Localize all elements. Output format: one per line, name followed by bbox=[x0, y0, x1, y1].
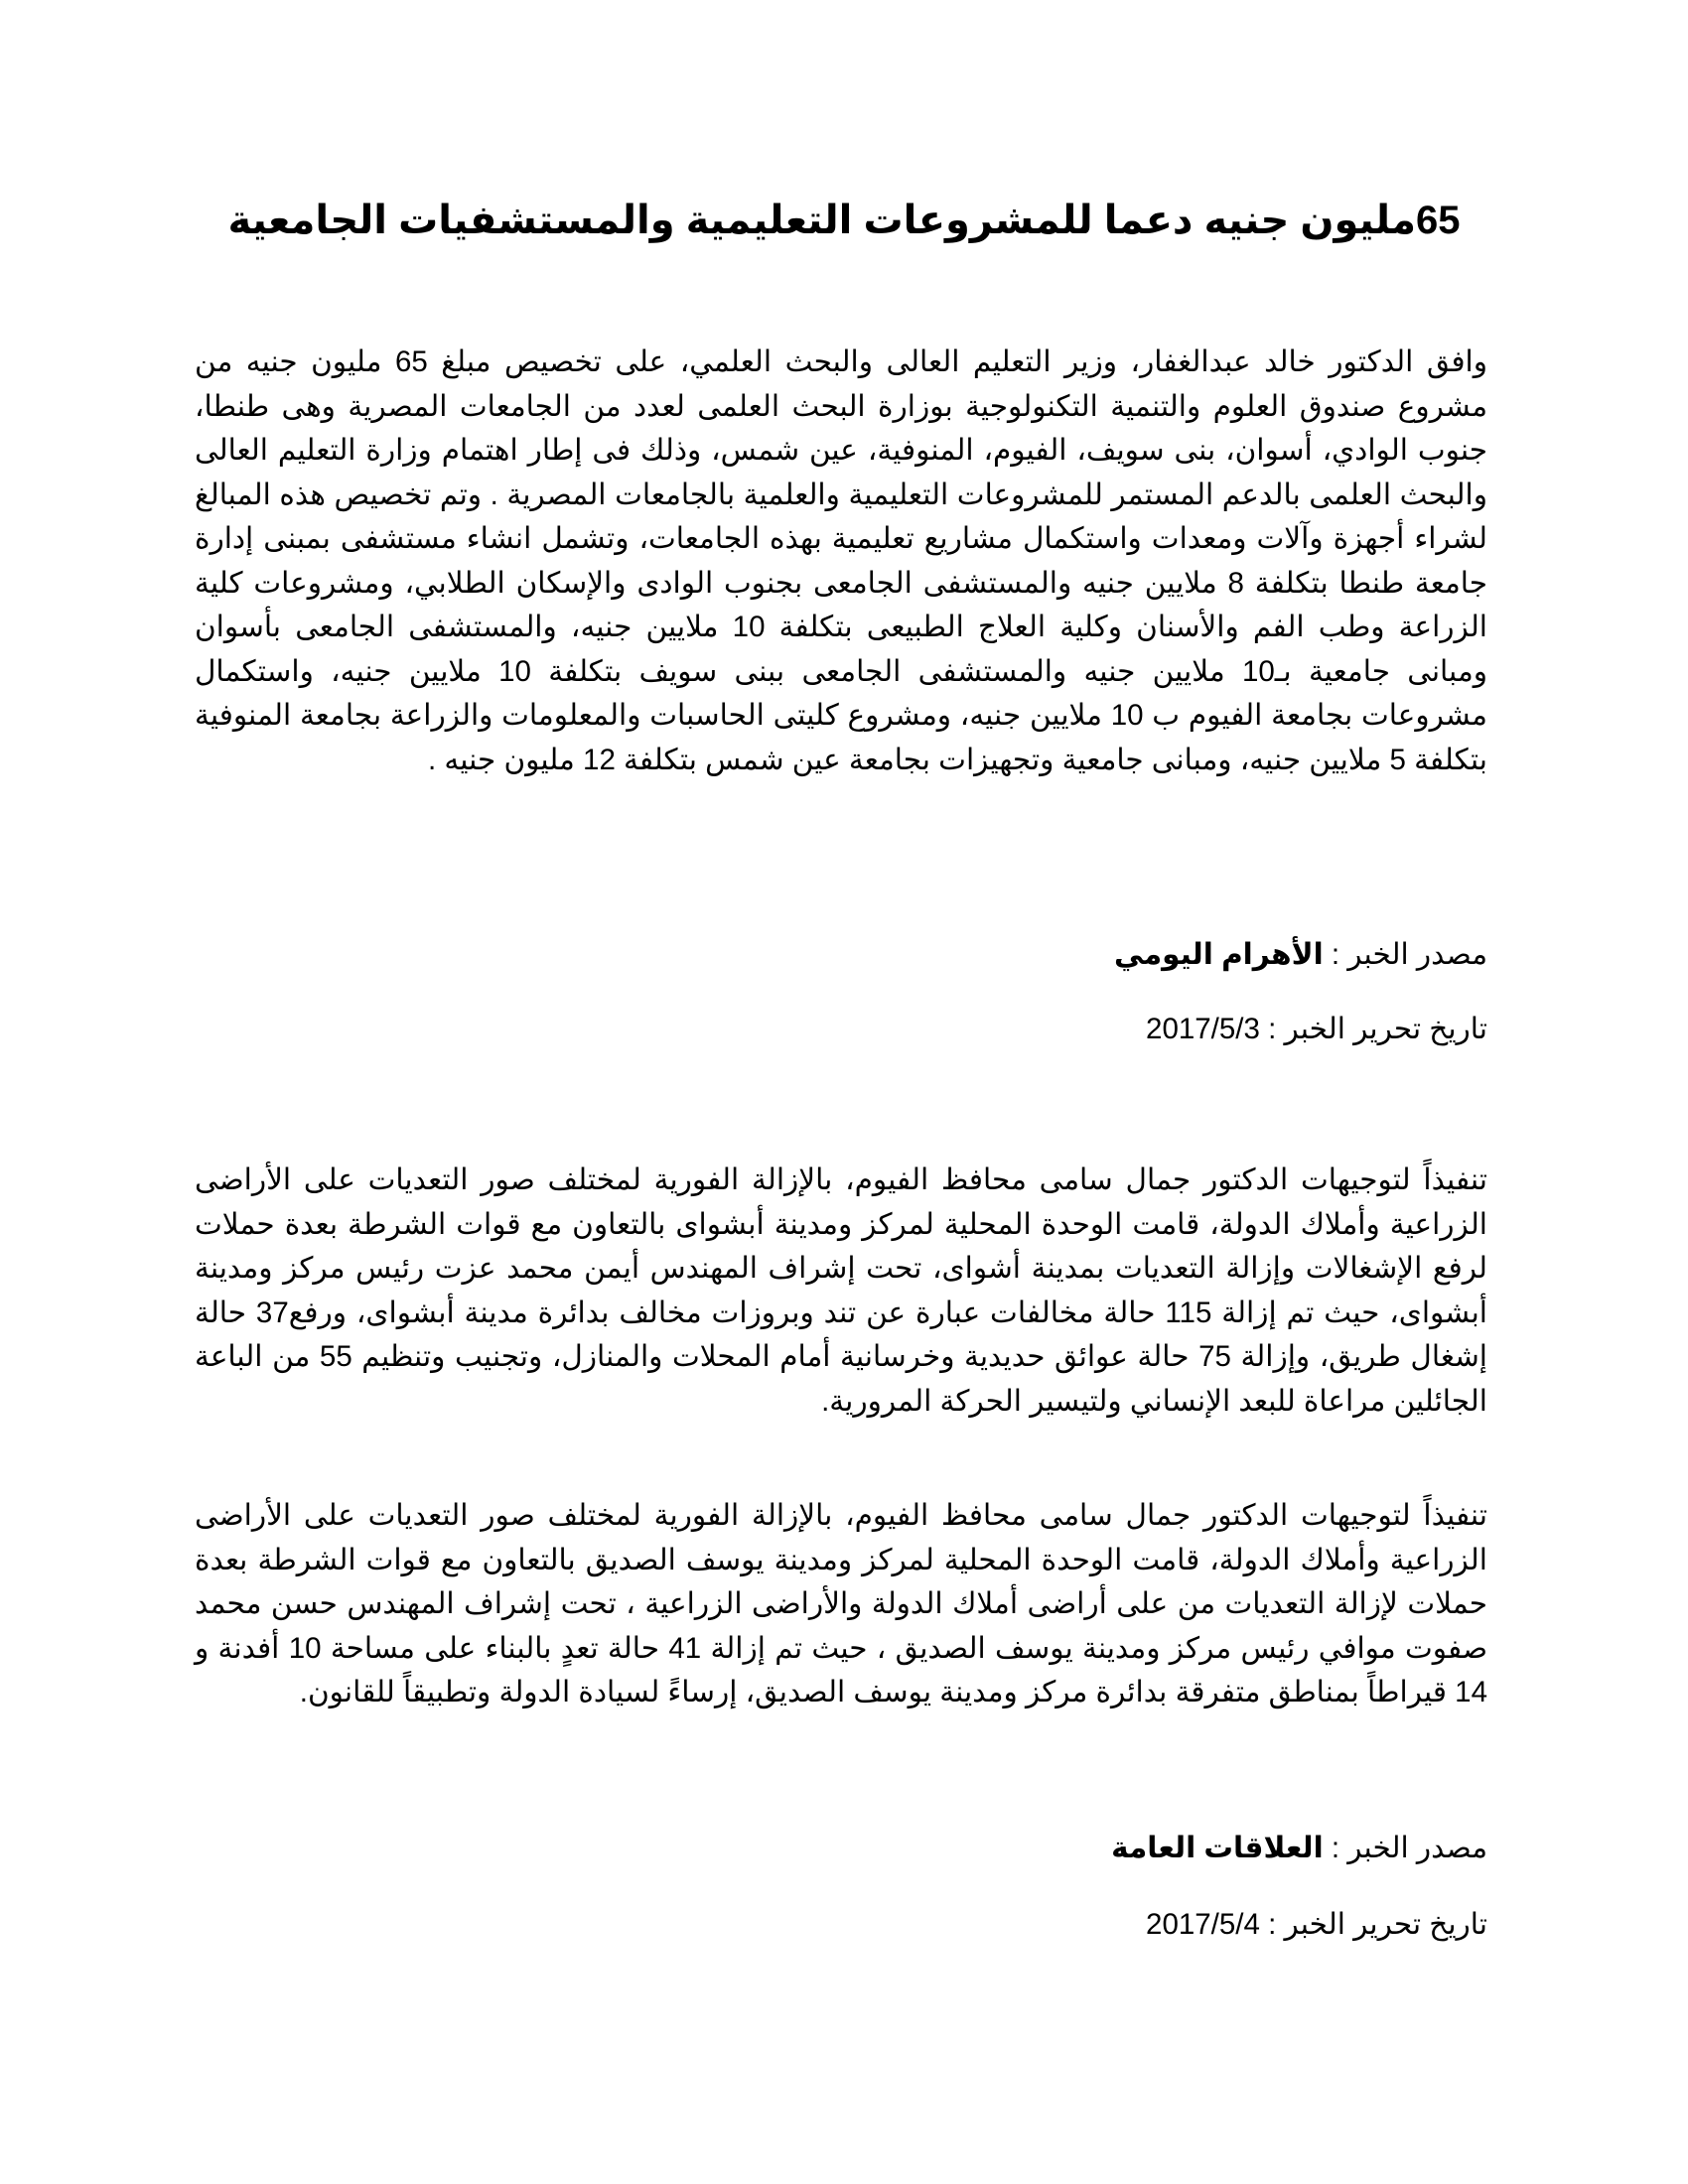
article-paragraph-1: وافق الدكتور خالد عبدالغفار، وزير التعليم العالى والبحث العلمي، على تخصيص مبلغ 65 مليون جنيه من مشروع صندوق العلوم والتنمية التكنولوجية بوزارة البحث العلمى لعدد من الجامعات المصرية وهى طنطا، جنوب الوادي، أسوان، بنى سويف، الفيوم، المنوفية، عين شمس، وذلك فى إطار اهتمام وزارة التعليم العالى والبحث العلمى بالدعم المستمر للمشروعات التعليمية والعلمية بالجامعات المصرية . وتم تخصيص هذه المبالغ لشراء أجهزة وآلات ومعدات واستكمال مشاريع تعليمية بهذه الجامعات، وتشمل انشاء مستشفى بمبنى إدارة جامعة طنطا بتكلفة 8 ملايين جنيه والمستشفى الجامعى بجنوب الوادى والإسكان الطلابي، ومشروعات كلية الزراعة وطب الفم والأسنان وكلية العلاج الطبيعى بتكلفة 10 ملايين جنيه، والمستشفى الجامعى بأسوان ومبانى جامعية بـ10 ملايين جنيه والمستشفى الجامعى ببنى سويف بتكلفة 10 ملايين جنيه، واستكمال مشروعات بجامعة الفيوم ب 10 ملايين جنيه، ومشروع كليتى الحاسبات والمعلومات والزراعة بجامعة المنوفية بتكلفة 5 ملايين جنيه، ومبانى جامعية وتجهيزات بجامعة عين شمس بتكلفة 12 مليون جنيه . bbox=[195, 345, 1487, 776]
article-paragraph-3: تنفيذاً لتوجيهات الدكتور جمال سامى محافظ الفيوم، بالإزالة الفورية لمختلف صور التعديات على الأراضى الزراعية وأملاك الدولة، قامت الوحدة المحلية لمركز ومدينة يوسف الصديق بالتعاون مع قوات الشرطة بعدة حملات لإزالة التعديات من على أراضى أملاك الدولة والأراضى الزراعية ، تحت إشراف المهندس حسن محمد صفوت موافي رئيس مركز ومدينة يوسف الصديق ، حيث تم إزالة 41 حالة تعدٍ بالبناء على مساحة 10 أفدنة و 14 قيراطاً بمناطق متفرقة بدائرة مركز ومدينة يوسف الصديق، إرساءً لسيادة الدولة وتطبيقاً للقانون. bbox=[195, 1499, 1487, 1708]
news-date-2: تاريخ تحرير الخبر : 2017/5/4 bbox=[1146, 1908, 1487, 1941]
news-source-1-value: الأهرام اليومي bbox=[1114, 938, 1324, 971]
news-source-2-label: مصدر الخبر : bbox=[1323, 1832, 1487, 1864]
news-date-1: تاريخ تحرير الخبر : 2017/5/3 bbox=[1146, 1013, 1487, 1045]
article-paragraph-2: تنفيذاً لتوجيهات الدكتور جمال سامى محافظ الفيوم، بالإزالة الفورية لمختلف صور التعديات على الأراضى الزراعية وأملاك الدولة، قامت الوحدة المحلية لمركز ومدينة أبشواى بالتعاون مع قوات الشرطة بعدة حملات لرفع الإشغالات وإزالة التعديات بمدينة أشواى، تحت إشراف المهندس أيمن محمد عزت رئيس مركز ومدينة أبشواى، حيث تم إزالة 115 حالة مخالفات عبارة عن تند وبروزات مخالف بدائرة مدينة أبشواى، ورفع37 حالة إشغال طريق، وإزالة 75 حالة عوائق حديدية وخرسانية أمام المحلات والمنازل، وتجنيب وتنظيم 55 من الباعة الجائلين مراعاة للبعد الإنساني ولتيسير الحركة المرورية. bbox=[195, 1163, 1487, 1418]
news-source-1-label: مصدر الخبر : bbox=[1323, 938, 1487, 971]
document-title: 65مليون جنيه دعما للمشروعات التعليمية والمستشفيات الجامعية bbox=[227, 199, 1461, 242]
news-source-2-value: العلاقات العامة bbox=[1111, 1832, 1324, 1864]
news-source-1 bbox=[195, 933, 1487, 977]
news-source-2 bbox=[195, 1827, 1487, 1870]
